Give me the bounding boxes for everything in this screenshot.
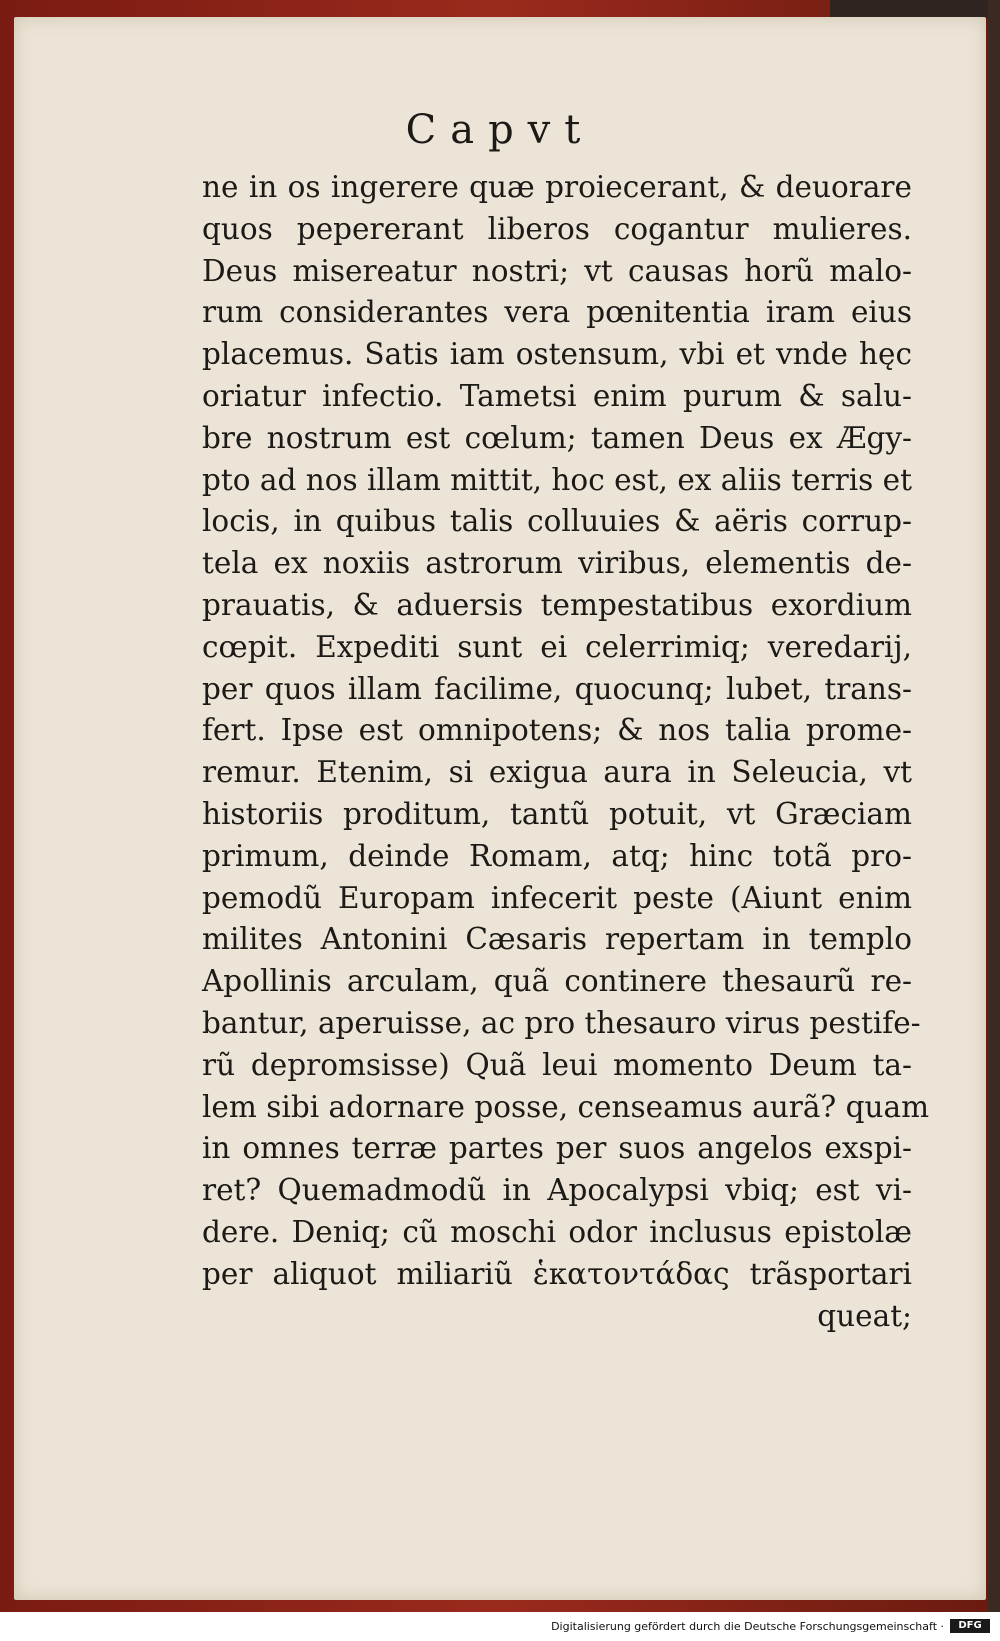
digitization-footer — [0, 1612, 1000, 1641]
backing-shadow-top — [830, 0, 1000, 18]
paper-page — [14, 17, 986, 1600]
text-line: lem sibi adornare posse, censeamus aurã? quam — [202, 1089, 930, 1124]
dfg-logo: DFG — [950, 1619, 990, 1633]
text-line: remur. Etenim, si exigua aura in Seleucia, vt — [202, 755, 912, 790]
text-line: quos pepererant liberos cogantur mulieres. — [202, 211, 912, 246]
backing-shadow-right — [988, 0, 1000, 1612]
text-line: historiis proditum, tantũ potuit, vt Græciam — [202, 796, 912, 831]
text-line: ret? Quemadmodũ in Apocalypsi vbiq; est vi- — [202, 1173, 912, 1208]
text-line: locis, in quibus talis colluuies & aëris corrup- — [202, 504, 912, 539]
text-line: in omnes terræ partes per suos angelos exspi- — [202, 1131, 912, 1166]
text-line: primum, deinde Romam, atq; hinc totã pro- — [202, 838, 912, 873]
text-line: oriatur infectio. Tametsi enim purum & salu- — [202, 378, 912, 413]
text-line: Deus misereatur nostri; vt causas horũ malo- — [202, 253, 912, 288]
text-line: pto ad nos illam mittit, hoc est, ex aliis terris et — [202, 462, 912, 497]
text-line: bantur, aperuisse, ac pro thesauro virus pestife- — [202, 1005, 921, 1040]
text-line: rũ depromsisse) Quã leui momento Deum ta- — [202, 1047, 912, 1082]
text-line: Apollinis arculam, quã continere thesaurũ re- — [202, 964, 912, 999]
text-line: milites Antonini Cæsaris repertam in templo — [202, 922, 912, 957]
text-line: tela ex noxiis astrorum viribus, elementis de- — [202, 546, 912, 581]
text-line: per quos illam facilime, quocunq; lubet, trans- — [202, 671, 912, 706]
text-line: rum considerantes vera pœnitentia iram eius — [202, 295, 912, 330]
text-line: bre nostrum est cœlum; tamen Deus ex Ægy- — [202, 420, 912, 455]
text-line: per aliquot miliariũ ἑκατοντάδας trãsportari — [202, 1256, 912, 1291]
text-line: pemodũ Europam infecerit peste (Aiunt enim — [202, 880, 912, 915]
catchword: queat; — [817, 1298, 912, 1333]
text-line: fert. Ipse est omnipotens; & nos talia prome- — [202, 713, 912, 748]
text-line: dere. Deniq; cũ moschi odor inclusus epistolæ — [202, 1214, 912, 1249]
text-line: placemus. Satis iam ostensum, vbi et vnde hęc — [202, 337, 912, 372]
running-head: Capvt — [405, 107, 595, 153]
body-text — [202, 167, 930, 1337]
text-line: ne in os ingerere quæ proiecerant, & deuorare — [202, 170, 912, 204]
text-line: prauatis, & aduersis tempestatibus exordium — [202, 587, 912, 622]
funding-credit: Digitalisierung gefördert durch die Deutsche Forschungsgemeinschaft · — [551, 1620, 944, 1633]
text-line: cœpit. Expediti sunt ei celerrimiq; veredarij, — [202, 629, 912, 664]
